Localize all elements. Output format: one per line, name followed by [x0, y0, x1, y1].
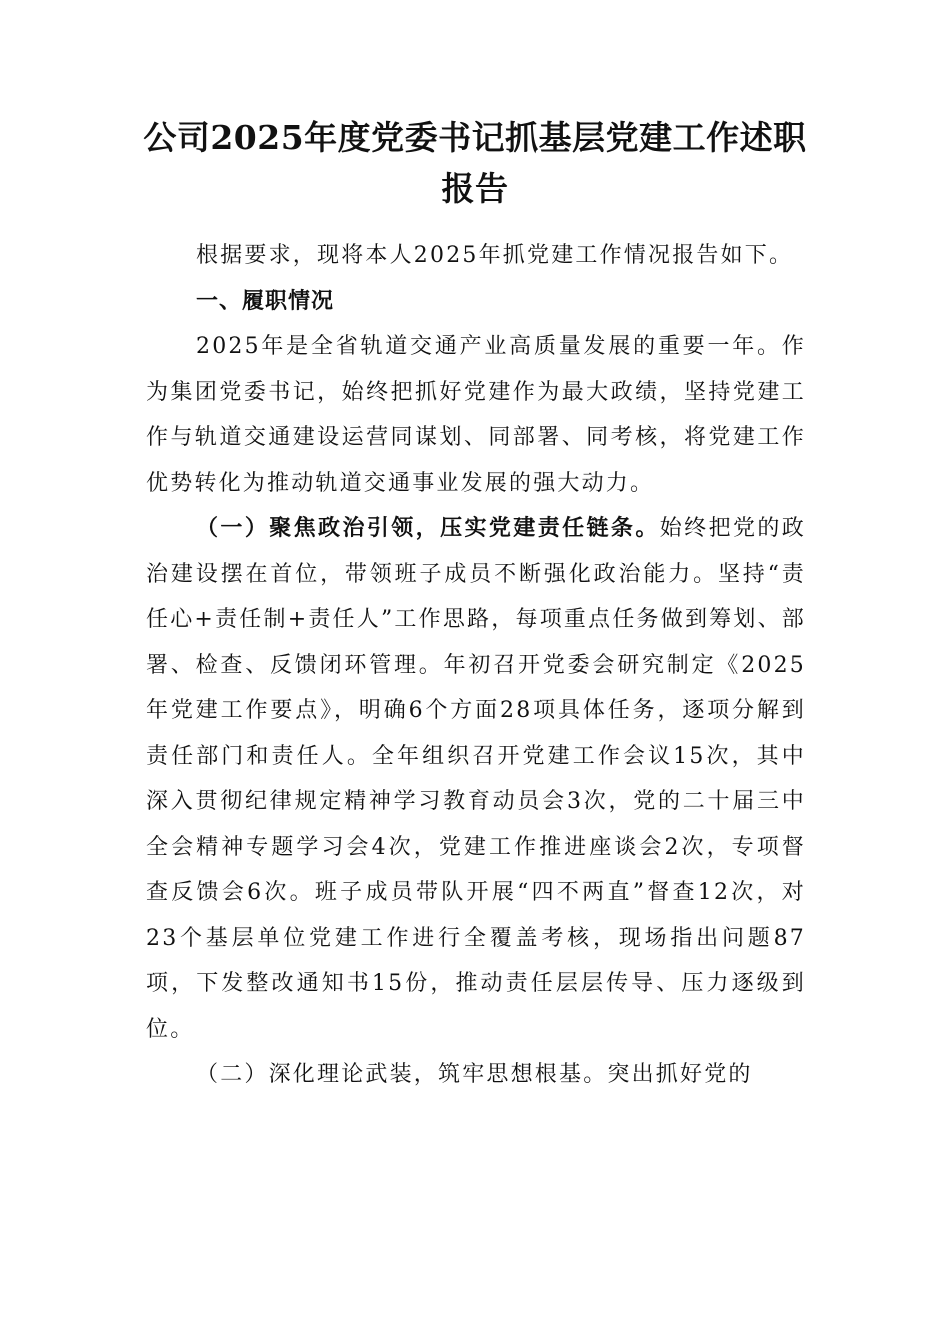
item-body-political-leadership: 始终把党的政治建设摆在首位，带领班子成员不断强化政治能力。坚持“责任心+责任制+责任人”工作思路，每项重点任务做到筹划、部署、检查、反馈闭环管理。年初召开党委会研究制定《2025年党建工作要点》，明确6个方面28项具体任务，逐项分解到责任部门和责任人。全年组织召开党建工作会议15次，其中深入贯彻纪律规定精神学习教育动员会3次，党的二十届三中全会精神专题学习会4次，党建工作推进座谈会2次，专项督查反馈会6次。班子成员带队开展“四不两直”督查12次，对23个基层单位党建工作进行全覆盖考核，现场指出问题87项，下发整改通知书15份，推动责任层层传导、压力逐级到位。: [146, 516, 806, 1042]
item-title-theory: （二）深化理论武装，筑牢思想根基。: [196, 1062, 608, 1087]
section-heading-duties: 一、履职情况: [196, 288, 335, 314]
intro-paragraph: 根据要求，现将本人2025年抓党建工作情况报告如下。: [196, 243, 794, 268]
item-body-theory: 突出抓好党的: [607, 1062, 753, 1087]
document-body: [146, 233, 806, 1098]
item-title-political-leadership: （一）聚焦政治引领，压实党建责任链条。: [196, 515, 660, 541]
item-paragraph-political-leadership: [146, 506, 806, 1052]
section-paragraph-overview: 2025年是全省轨道交通产业高质量发展的重要一年。作为集团党委书记，始终把抓好党建作为最大政绩，坚持党建工作与轨道交通建设运营同谋划、同部署、同考核，将党建工作优势转化为推动轨道交通事业发展的强大动力。: [146, 334, 806, 496]
item-paragraph-theory: [146, 1052, 806, 1098]
document-title: 公司2025年度党委书记抓基层党建工作述职报告: [143, 118, 807, 208]
